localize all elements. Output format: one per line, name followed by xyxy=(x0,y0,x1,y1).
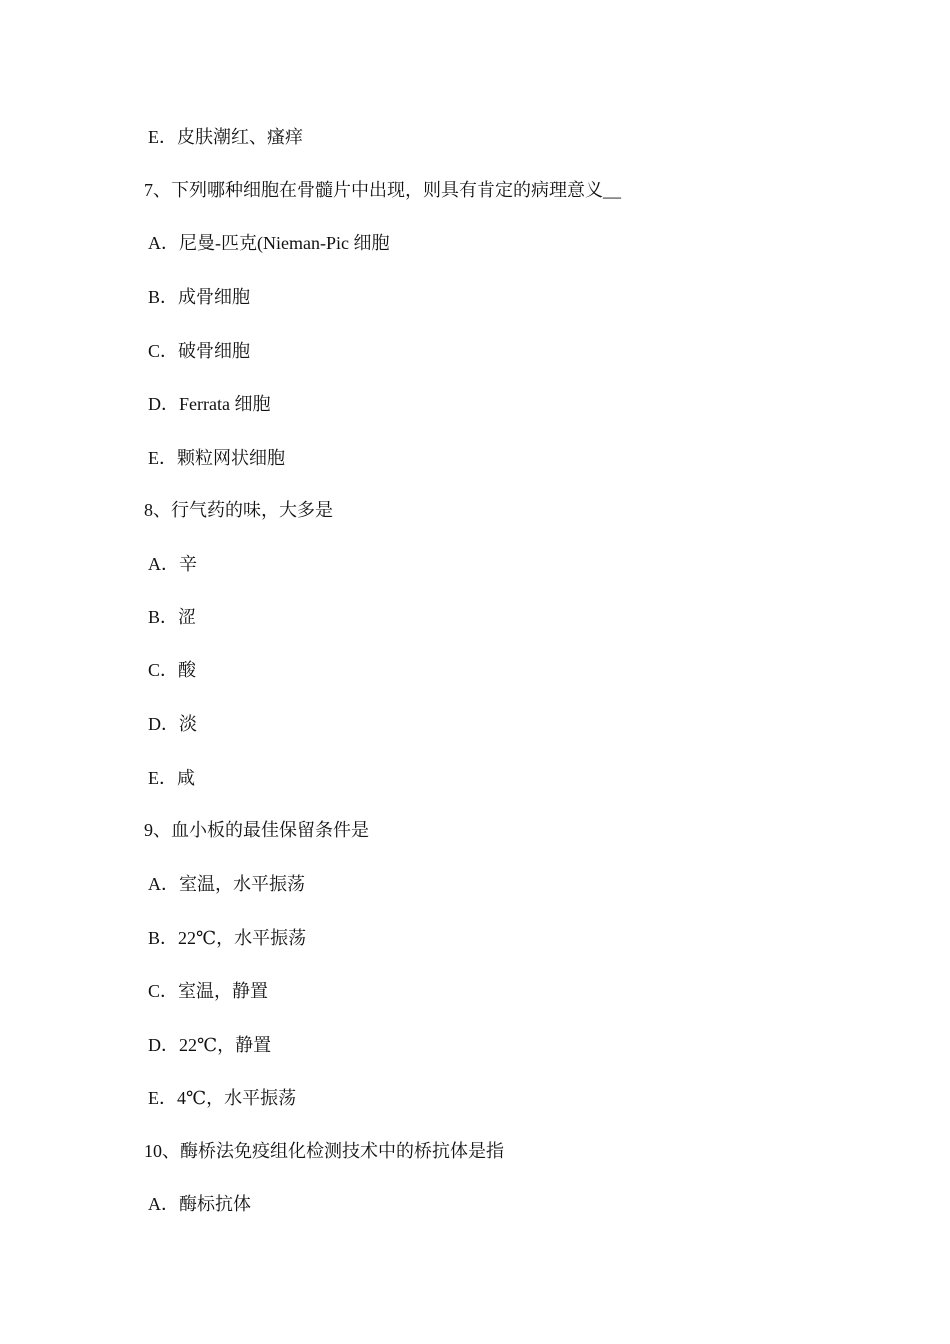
question-line: 10、酶桥法免疫组化检测技术中的桥抗体是指 xyxy=(144,1141,504,1161)
option-line: E．4℃，水平振荡 xyxy=(148,1088,297,1108)
option-line: B．涩 xyxy=(148,607,197,627)
option-line: C．室温，静置 xyxy=(148,981,269,1001)
option-line: D．22℃，静置 xyxy=(148,1035,272,1055)
option-line: C．破骨细胞 xyxy=(148,341,251,361)
option-line: B．成骨细胞 xyxy=(148,287,251,307)
option-line: A．室温，水平振荡 xyxy=(148,874,305,894)
option-line: E．咸 xyxy=(148,768,195,788)
option-line: A．尼曼-匹克(Nieman-Pic 细胞 xyxy=(148,233,390,253)
question-line: 8、行气药的味，大多是 xyxy=(144,500,333,520)
option-line: B．22℃，水平振荡 xyxy=(148,928,307,948)
option-line: D．Ferrata 细胞 xyxy=(148,394,271,414)
option-line: A．酶标抗体 xyxy=(148,1194,251,1214)
option-line: E．皮肤潮红、瘙痒 xyxy=(148,127,303,147)
question-line: 9、血小板的最佳保留条件是 xyxy=(144,820,369,840)
option-line: D．淡 xyxy=(148,714,197,734)
option-line: C．酸 xyxy=(148,660,197,680)
question-line: 7、下列哪种细胞在骨髓片中出现，则具有肯定的病理意义__ xyxy=(144,180,621,200)
option-line: A．辛 xyxy=(148,554,197,574)
option-line: E．颗粒网状细胞 xyxy=(148,448,285,468)
